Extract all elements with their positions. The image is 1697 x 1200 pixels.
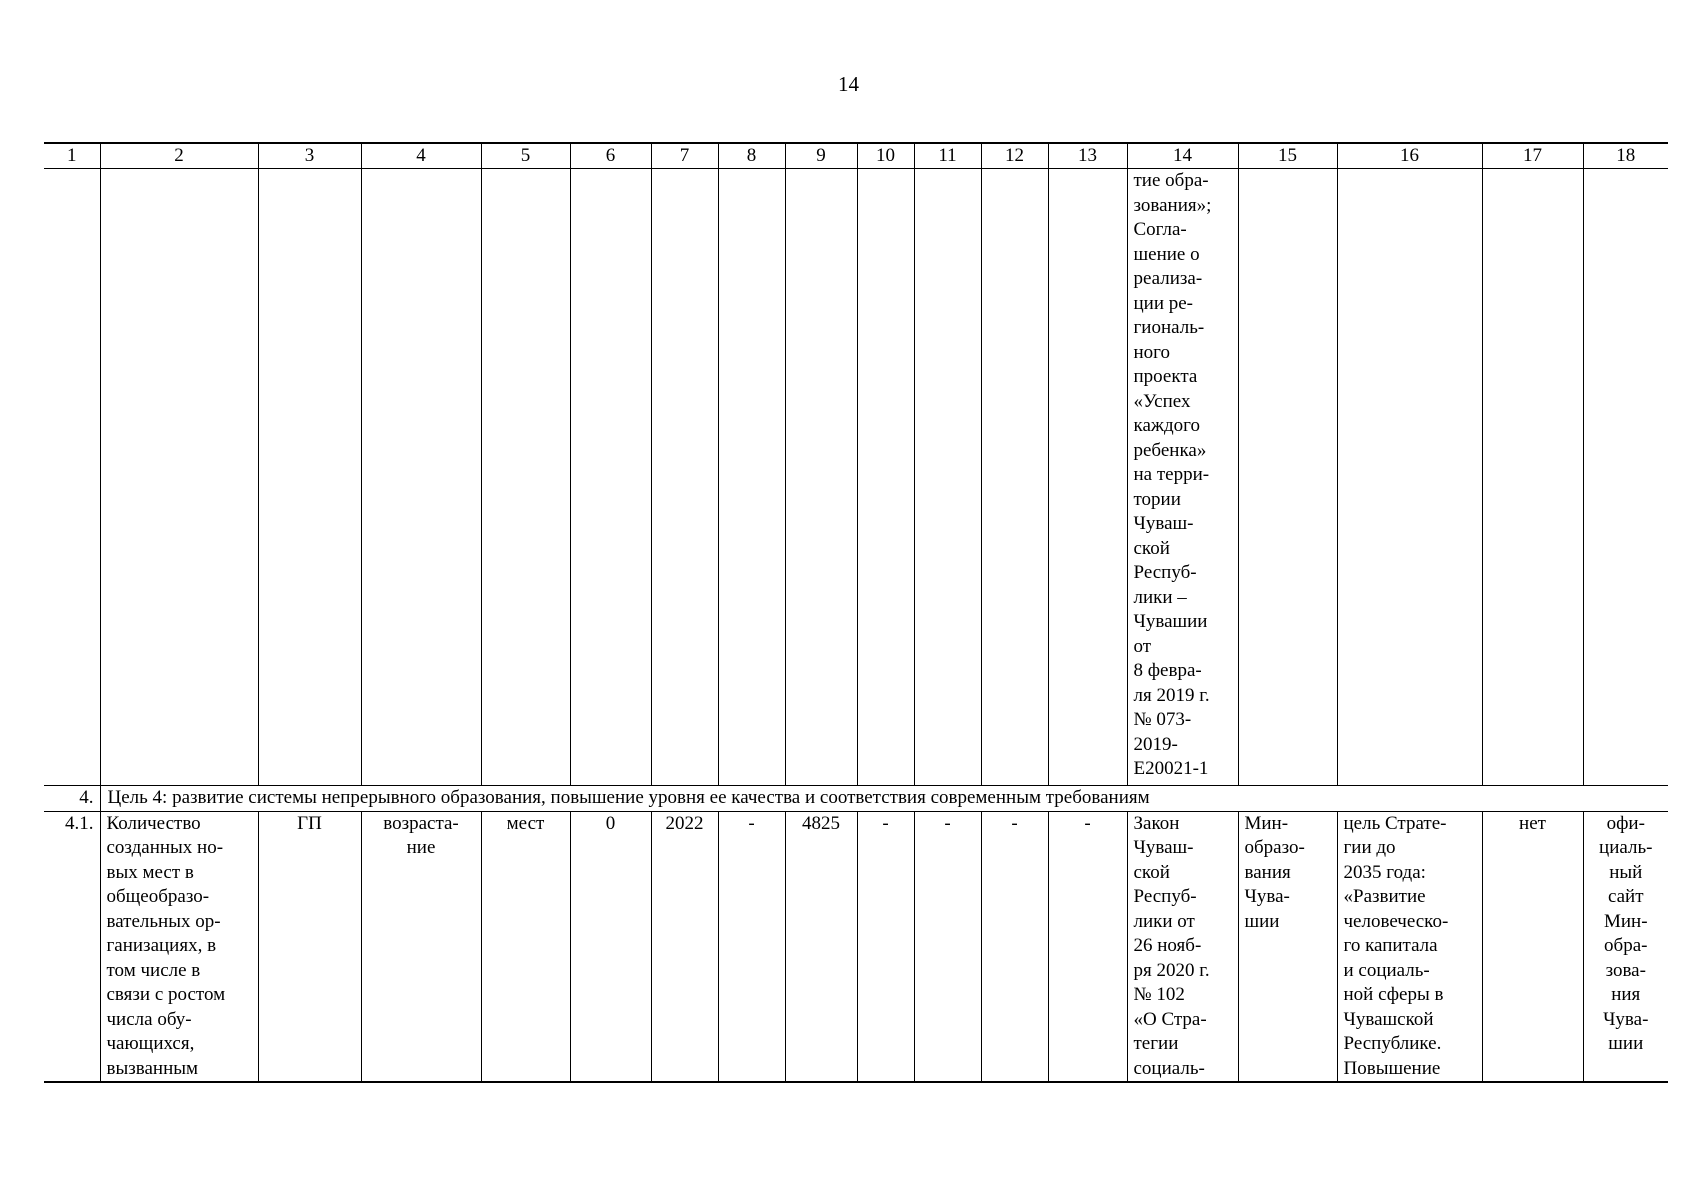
column-number: 2 [100,143,258,169]
indicator-trend: возраста- ние [361,811,481,1082]
information-source: офи- циаль- ный сайт Мин- обра- зова- ния Чува- шии [1583,811,1668,1082]
indicator-value: - [718,811,785,1082]
strategy-goal: цель Страте- гии до 2035 года: «Развитие человеческо- го капитала и социаль- ной сферы в Чувашской Республике. Повышение [1337,811,1482,1082]
table-cell [1048,169,1127,786]
indicator-name: Количество созданных но- вых мест в общеобразо- вательных ор- ганизациях, в том числе в связи с ростом числа обу- чающихся, вызванным [100,811,258,1082]
table-cell [44,169,100,786]
indicator-value: - [1048,811,1127,1082]
goal-row [44,786,1668,812]
column-number: 11 [914,143,981,169]
indicator-value: - [981,811,1048,1082]
table-cell [1337,169,1482,786]
indicator-base-value: 0 [570,811,651,1082]
indicators-table [44,142,1668,1083]
indicator-unit: мест [481,811,570,1082]
table-cell [570,169,651,786]
indicator-value: - [857,811,914,1082]
table-cell [857,169,914,786]
column-number: 17 [1482,143,1583,169]
column-number: 4 [361,143,481,169]
table-cell [785,169,857,786]
column-number: 6 [570,143,651,169]
column-number: 1 [44,143,100,169]
continuation-row [44,169,1668,786]
column-number: 13 [1048,143,1127,169]
indicator-value: - [914,811,981,1082]
page-number: 14 [838,72,859,96]
table-cell [981,169,1048,786]
goal-text: Цель 4: развитие системы непрерывного образования, повышение уровня ее качества и соответствия современным требованиям [100,786,1668,812]
document-basis-cell: Закон Чуваш- ской Респуб- лики от 26 нояб- ря 2020 г. № 102 «О Стра- тегии социаль- [1127,811,1238,1082]
table-cell [1583,169,1668,786]
column-number: 5 [481,143,570,169]
table-cell [1482,169,1583,786]
table-cell [100,169,258,786]
table-cell [258,169,361,786]
indicator-level: ГП [258,811,361,1082]
table-cell [361,169,481,786]
column-number: 16 [1337,143,1482,169]
column-number: 18 [1583,143,1668,169]
column-number: 15 [1238,143,1337,169]
table-cell [481,169,570,786]
indicator-base-year: 2022 [651,811,718,1082]
column-number: 12 [981,143,1048,169]
goal-number: 4. [44,786,100,812]
indicator-value: 4825 [785,811,857,1082]
table-cell [651,169,718,786]
responsible-authority: Мин- образо- вания Чува- шии [1238,811,1337,1082]
indicator-number: 4.1. [44,811,100,1082]
table-cell [718,169,785,786]
column-number: 3 [258,143,361,169]
document-basis-cell: тие обра- зования»; Согла- шение о реализа- ции ре- гиональ- ного проекта «Успех каждого ребенка» на терри- тории Чуваш- ской Респуб- лики – Чувашии от 8 февра- ля 2019 г. № 073- 2019- E20021-1 [1127,169,1238,786]
column-number: 10 [857,143,914,169]
table-cell [1238,169,1337,786]
column-number: 8 [718,143,785,169]
column-number: 9 [785,143,857,169]
column-number: 14 [1127,143,1238,169]
table-cell [914,169,981,786]
column-numbers-row [44,143,1668,169]
indicator-flag: нет [1482,811,1583,1082]
indicator-row [44,811,1668,1082]
column-number: 7 [651,143,718,169]
